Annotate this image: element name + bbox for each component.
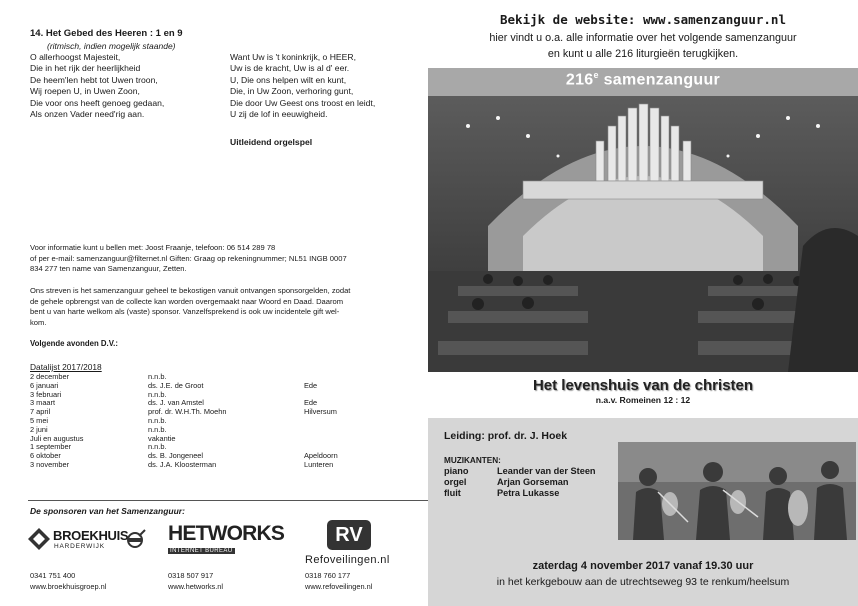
website-line-2: hier vindt u o.a. alle informatie over het volgende samenzanguur: [489, 32, 797, 44]
verse-line: Die voor ons heeft genoeg gedaan,: [30, 97, 165, 108]
refoveilingen-logo: [305, 520, 415, 570]
hetworks-logo-text: HETWORKS: [168, 522, 285, 545]
closing-organ-play: Uitleidend orgelspel: [230, 137, 313, 147]
date-name-cell: ds. B. Jongeneel: [148, 451, 204, 461]
volvo-icon: [126, 529, 146, 549]
left-page: [0, 0, 428, 606]
sponsor-phone: 0341 751 400: [30, 571, 76, 580]
musician-role: orgel: [444, 477, 467, 487]
website-line-1: Bekijk de website: www.samenzanguur.nl: [500, 12, 786, 27]
date-row: [30, 461, 394, 470]
appeal-line: kom.: [30, 317, 47, 327]
date-date-cell: 1 september: [30, 442, 72, 452]
date-date-cell: 3 maart: [30, 398, 56, 408]
date-name-cell: prof. dr. W.H.Th. Moehn: [148, 407, 227, 417]
contact-line: 834 277 ten name van Samenzanguur, Zetten.: [30, 264, 187, 274]
theme-title: Het levenshuis van de christen: [532, 377, 754, 394]
edition-number: 216: [565, 71, 594, 89]
date-name-cell: n.n.b.: [148, 415, 167, 425]
date-name-cell: n.n.b.: [148, 442, 167, 452]
date-place-cell: [304, 417, 394, 426]
date-date-cell: 2 juni: [30, 424, 48, 434]
broekhuis-emblem-icon: [28, 528, 50, 550]
date-place-cell: [304, 435, 394, 444]
verse-line: Die door Uw Geest ons troost en leidt,: [230, 97, 376, 108]
date-name-cell: ds. J.A. Kloosterman: [148, 459, 217, 469]
date-date-cell: Juli en augustus: [30, 433, 84, 443]
verse-line: Die in het rijk der heerlijkheid: [30, 63, 141, 74]
leading-line: Leiding: prof. dr. J. Hoek: [444, 430, 568, 442]
verse-line: Als onzen Vader need'rig aan.: [30, 109, 145, 120]
contact-line: of per e-mail: samenzanguur@filternet.nl Giften: Graag op rekeningnummer; NL51 INGB 0007: [30, 253, 347, 263]
musician-row: [444, 488, 596, 499]
verse-line: Wij roepen U, in Uwen Zoon,: [30, 86, 140, 97]
sponsor-website[interactable]: www.refoveilingen.nl: [305, 581, 373, 591]
verse-line: Uw is de kracht, Uw is al d' eer.: [230, 63, 350, 74]
date-date-cell: 6 oktober: [30, 451, 61, 461]
date-list-table: [30, 373, 394, 470]
verse-line: U zij de lof in eeuwigheid.: [230, 109, 328, 120]
date-name-cell: n.n.b.: [148, 389, 167, 399]
verse-line: De heem'len hebt tot Uwen troon,: [30, 74, 158, 85]
appeal-line: bent u van harte welkom als (vaste) sponsor. Vanzelfsprekend is ook uw incidentele gift wel-: [30, 307, 340, 317]
hymn-verse-1: [30, 52, 164, 120]
musician-row: [444, 466, 596, 477]
musician-row: [444, 477, 596, 488]
date-name-cell: vakantie: [148, 433, 176, 443]
sponsor-appeal: [30, 286, 350, 328]
contact-line: Voor informatie kunt u bellen met: Joost Fraanje, telefoon: 06 514 289 78: [30, 243, 276, 252]
sponsor-website[interactable]: www.broekhuisgroep.nl: [30, 581, 107, 591]
date-place-cell: Hilversum: [304, 407, 337, 417]
date-name-cell: n.n.b.: [148, 372, 167, 381]
musician-name: Petra Lukasse: [497, 488, 560, 498]
website-line-3: en kunt u alle 216 liturgieën terugkijken.: [547, 48, 739, 60]
verse-line: O allerhoogst Majesteit,: [30, 52, 121, 62]
appeal-line: Ons streven is het samenzanguur geheel te bekostigen vanuit ontvangen sponsorgelden, zodat: [30, 286, 351, 295]
refoveilingen-logo-text: Refoveilingen.nl: [305, 554, 390, 566]
musicians-heading: MUZIKANTEN:: [444, 456, 501, 465]
date-date-cell: 3 februari: [30, 389, 62, 399]
verse-line: Want Uw is 't koninkrijk, o HEER,: [230, 52, 356, 62]
sponsor-contact-2: [168, 571, 223, 592]
musician-role: fluit: [444, 488, 461, 498]
date-row: [30, 373, 394, 382]
event-location: in het kerkgebouw aan de utrechtseweg 93 te renkum/heelsum: [496, 576, 790, 588]
hetworks-logo: [168, 522, 288, 558]
sponsor-phone: 0318 760 177: [305, 571, 351, 580]
contact-info: [30, 243, 347, 275]
hetworks-logo-sub: INTERNET BUREAU: [170, 548, 233, 554]
verse-line: Die, in Uw Zoon, verhoring gunt,: [230, 86, 354, 97]
broekhuis-logo-text: BROEKHUIS: [53, 528, 129, 543]
appeal-line: de gehele opbrengst van de collecte kan worden overgemaakt naar Woord en Daad. Daarom: [30, 296, 344, 306]
date-place-cell: Ede: [304, 398, 318, 408]
date-row: [30, 382, 394, 391]
date-row: [30, 417, 394, 426]
hymn-subtitle: (ritmisch, indien mogelijk staande): [47, 41, 176, 51]
lower-panel: [428, 418, 858, 606]
broekhuis-logo: [28, 524, 148, 554]
date-list-heading: Datalijst 2017/2018: [30, 362, 102, 372]
date-name-cell: n.n.b.: [148, 424, 167, 434]
sponsor-contact-1: [30, 571, 106, 592]
date-row: [30, 443, 394, 452]
date-place-cell: [304, 373, 394, 382]
date-date-cell: 5 mei: [30, 415, 49, 425]
date-row: [30, 391, 394, 400]
hymn-title: 14. Het Gebed des Heeren : 1 en 9: [30, 28, 183, 39]
date-date-cell: 6 januari: [30, 380, 59, 390]
theme-subtitle: n.a.v. Romeinen 12 : 12: [595, 395, 691, 405]
date-date-cell: 7 april: [30, 407, 51, 417]
musicians-image: [618, 442, 856, 540]
date-place-cell: [304, 391, 394, 400]
theme-block: [428, 377, 858, 405]
church-interior-photo: [428, 96, 858, 372]
edition-title: [428, 70, 858, 89]
sponsor-phone: 0318 507 917: [168, 571, 214, 580]
date-name-cell: ds. J.E. de Groot: [148, 380, 204, 390]
date-place-cell: Apeldoorn: [304, 451, 338, 461]
event-date: zaterdag 4 november 2017 vanaf 19.30 uur: [532, 560, 754, 572]
date-date-cell: 2 december: [30, 372, 70, 381]
sponsors-heading: De sponsoren van het Samenzanguur:: [30, 506, 185, 516]
musicians-table: [444, 466, 596, 499]
broekhuis-logo-sub: HARDERWIJK: [54, 543, 105, 550]
hymn-verse-9: [230, 52, 375, 120]
musician-name: Arjan Gorseman: [497, 477, 569, 487]
church-interior-image: [428, 96, 858, 372]
date-row: [30, 435, 394, 444]
divider: [28, 500, 428, 501]
date-row: [30, 408, 394, 417]
next-evenings-heading: Volgende avonden D.V.:: [30, 339, 118, 348]
date-name-cell: ds. J. van Amstel: [148, 398, 204, 408]
sponsor-website[interactable]: www.hetworks.nl: [168, 581, 224, 591]
sponsor-contact-3: [305, 571, 372, 592]
date-date-cell: 3 november: [30, 459, 70, 469]
date-place-cell: [304, 426, 394, 435]
edition-label: samenzanguur: [598, 71, 721, 89]
rv-logo-badge: RV: [327, 520, 371, 550]
musician-name: Leander van der Steen: [497, 466, 596, 476]
date-place-cell: Lunteren: [304, 459, 334, 469]
date-row: [30, 426, 394, 435]
verse-line: U, Die ons helpen wilt en kunt,: [230, 74, 347, 85]
edition-ordinal: e: [593, 70, 599, 80]
right-page: [428, 0, 858, 606]
date-place-cell: Ede: [304, 380, 318, 390]
musician-role: piano: [444, 466, 469, 476]
musicians-photo: [618, 442, 856, 540]
